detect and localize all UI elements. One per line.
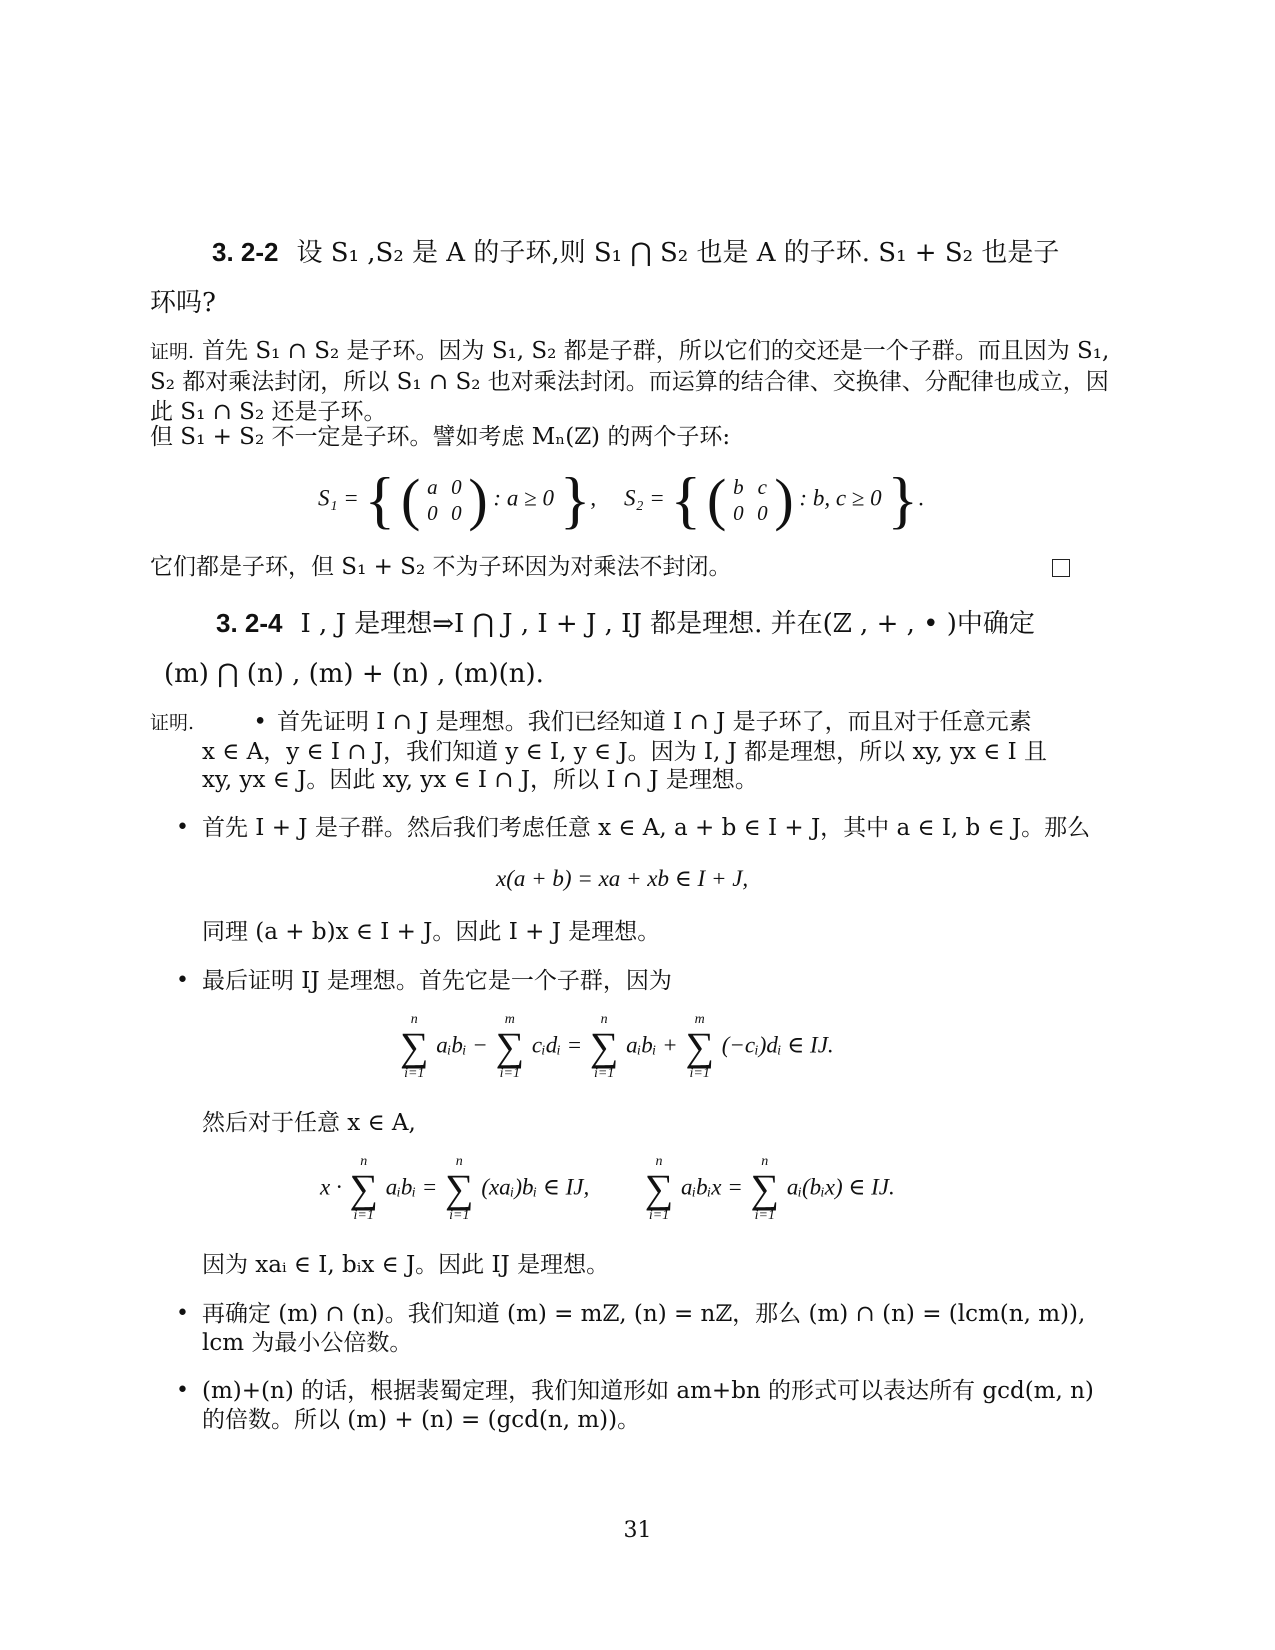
item-text-line: 然后对于任意 x ∈ A, — [202, 1110, 416, 1136]
matrix-entry: 0 — [427, 501, 438, 525]
problem-statement-line: 环吗? — [150, 288, 216, 318]
left-paren: ( — [707, 467, 727, 532]
set-condition: : a ≥ 0 — [493, 485, 554, 511]
bullet-icon: • — [253, 709, 267, 735]
bullet-icon: • — [176, 1301, 189, 1326]
proof-label: 证明. — [150, 712, 195, 734]
equation-sum-subgroup — [398, 1012, 834, 1082]
summation: n ∑ i=1 — [750, 1154, 780, 1223]
equation-lhs: S₁ = — [318, 485, 359, 511]
sigma-icon: ∑ — [644, 1166, 674, 1211]
matrix-entry: 0 — [757, 501, 768, 525]
summation: n ∑ i=1 — [644, 1154, 674, 1223]
equation-term: aᵢbᵢ = — [385, 1174, 438, 1200]
sigma-icon: ∑ — [400, 1024, 429, 1069]
item-text-line: x ∈ A，y ∈ I ∩ J，我们知道 y ∈ I, y ∈ J。因为 I, J 都是理想，所以 xy, yx ∈ I 且 — [202, 739, 1047, 765]
right-brace: } — [887, 464, 919, 535]
equation-term: x · — [320, 1174, 342, 1200]
matrix-entry: 0 — [451, 475, 462, 499]
proof-text: 首先 S₁ ∩ S₂ 是子环。因为 S₁, S₂ 都是子群，所以它们的交还是一个子群。而且因为 S₁, S₂ 都对乘法封闭，所以 S₁ ∩ S₂ 也对乘法封闭。而运算的结合律、交换律、分配律也成立，因此 S₁ ∩ S₂ 还是子环。 — [150, 338, 1110, 425]
proof-label: 证明. — [150, 341, 195, 363]
summation: n ∑ i=1 — [400, 1012, 429, 1081]
proof-conclusion: 它们都是子环，但 S₁ + S₂ 不为子环因为对乘法不封闭。 — [150, 554, 732, 580]
equation-s2: S₂ = { ( b c 0 0 ) : b, c ≥ 0 }. — [624, 464, 924, 535]
equation-sum-ideal — [320, 1154, 895, 1224]
equation-ideal-sum: x(a + b) = xa + xb ∈ I + J, — [496, 866, 749, 891]
item-text-line: 因为 xaᵢ ∈ I, bᵢx ∈ J。因此 IJ 是理想。 — [202, 1252, 610, 1278]
summation: n ∑ i=1 — [445, 1154, 474, 1223]
proof-paragraph: 但 S₁ + S₂ 不一定是子环。譬如考虑 Mₙ(ℤ) 的两个子环: — [150, 424, 731, 450]
left-brace: { — [364, 464, 396, 535]
item-text-line: xy, yx ∈ J。因此 xy, yx ∈ I ∩ J，所以 I ∩ J 是理想。 — [202, 767, 758, 793]
qed-box-icon — [1052, 559, 1070, 577]
problem-text: I , J 是理想⇒I ⋂ J , I + J , IJ 都是理想. 并在(ℤ , + , • )中确定 — [300, 609, 1035, 639]
equation-term: (xaᵢ)bᵢ ∈ IJ, — [481, 1174, 590, 1200]
equation-term: aᵢ(bᵢx) ∈ IJ. — [786, 1174, 895, 1200]
proof-item-5: (m)+(n) 的话，根据裴蜀定理，我们知道形如 am+bn 的形式可以表达所有 gcd(m, n) — [202, 1378, 1094, 1404]
bullet-icon: • — [176, 968, 189, 993]
bullet-icon: • — [176, 815, 189, 840]
summation: m ∑ i=1 — [685, 1012, 714, 1081]
problem-statement-line — [150, 227, 1120, 278]
equation-term: cᵢdᵢ = — [531, 1032, 583, 1058]
matrix — [420, 475, 468, 525]
summation: n ∑ i=1 — [349, 1154, 378, 1223]
sigma-icon: ∑ — [685, 1024, 714, 1069]
problem-statement-line: (m) ⋂ (n) , (m) + (n) , (m)(n). — [164, 659, 544, 689]
equation-term: aᵢbᵢ + — [626, 1032, 678, 1058]
problem-number: 3. 2-2 — [212, 237, 279, 267]
right-paren: ) — [774, 467, 794, 532]
item-text-line: 的倍数。所以 (m) + (n) = (gcd(n, m))。 — [202, 1407, 641, 1433]
problem-3-2-4 — [150, 598, 1120, 699]
item-text: 首先证明 I ∩ J 是理想。我们已经知道 I ∩ J 是子环了，而且对于任意元素 — [276, 709, 1032, 735]
proof-item-1 — [150, 707, 1130, 738]
sigma-icon: ∑ — [495, 1024, 525, 1069]
matrix-entry: b — [733, 475, 744, 499]
proof-item-3: 最后证明 IJ 是理想。首先它是一个子群，因为 — [202, 968, 672, 994]
sigma-icon: ∑ — [750, 1166, 780, 1211]
matrix-entry: c — [757, 475, 767, 499]
problem-number: 3. 2-4 — [216, 608, 283, 638]
problem-statement-line — [150, 598, 1120, 649]
equation-s1: S₁ = { ( a 0 0 0 ) : a ≥ 0 }, — [318, 464, 597, 535]
equation-term: aᵢbᵢ − — [436, 1032, 488, 1058]
matrix-entry: 0 — [733, 501, 744, 525]
equation-term: (−cᵢ)dᵢ ∈ IJ. — [721, 1032, 834, 1058]
summation: m ∑ i=1 — [495, 1012, 525, 1081]
right-paren: ) — [468, 467, 488, 532]
set-condition: : b, c ≥ 0 — [799, 485, 882, 511]
proof-item-4: 再确定 (m) ∩ (n)。我们知道 (m) = mℤ, (n) = nℤ，那么 (m) ∩ (n) = (lcm(n, m)), — [202, 1301, 1086, 1327]
item-text-line: 同理 (a + b)x ∈ I + J。因此 I + J 是理想。 — [202, 919, 661, 945]
matrix-entry: a — [427, 475, 438, 499]
left-brace: { — [670, 464, 702, 535]
equation-term: aᵢbᵢx = — [681, 1174, 743, 1200]
item-text-line: lcm 为最小公倍数。 — [202, 1330, 413, 1356]
sigma-icon: ∑ — [445, 1166, 474, 1211]
matrix — [726, 475, 774, 525]
left-paren: ( — [401, 467, 421, 532]
sigma-icon: ∑ — [349, 1166, 378, 1211]
problem-text: 设 S₁ ,S₂ 是 A 的子环,则 S₁ ⋂ S₂ 也是 A 的子环. S₁ + S₂ 也是子 — [296, 238, 1060, 268]
summation: n ∑ i=1 — [589, 1012, 619, 1081]
page-number: 31 — [623, 1518, 652, 1543]
bullet-icon: • — [176, 1378, 189, 1403]
proof-item-2: 首先 I + J 是子群。然后我们考虑任意 x ∈ A, a + b ∈ I + J，其中 a ∈ I, b ∈ J。那么 — [202, 815, 1091, 841]
equation-lhs: S₂ = — [624, 485, 665, 511]
right-brace: } — [559, 464, 591, 535]
proof-paragraph — [150, 336, 1130, 427]
sigma-icon: ∑ — [589, 1024, 619, 1069]
problem-3-2-2 — [150, 227, 1120, 328]
matrix-entry: 0 — [451, 501, 462, 525]
